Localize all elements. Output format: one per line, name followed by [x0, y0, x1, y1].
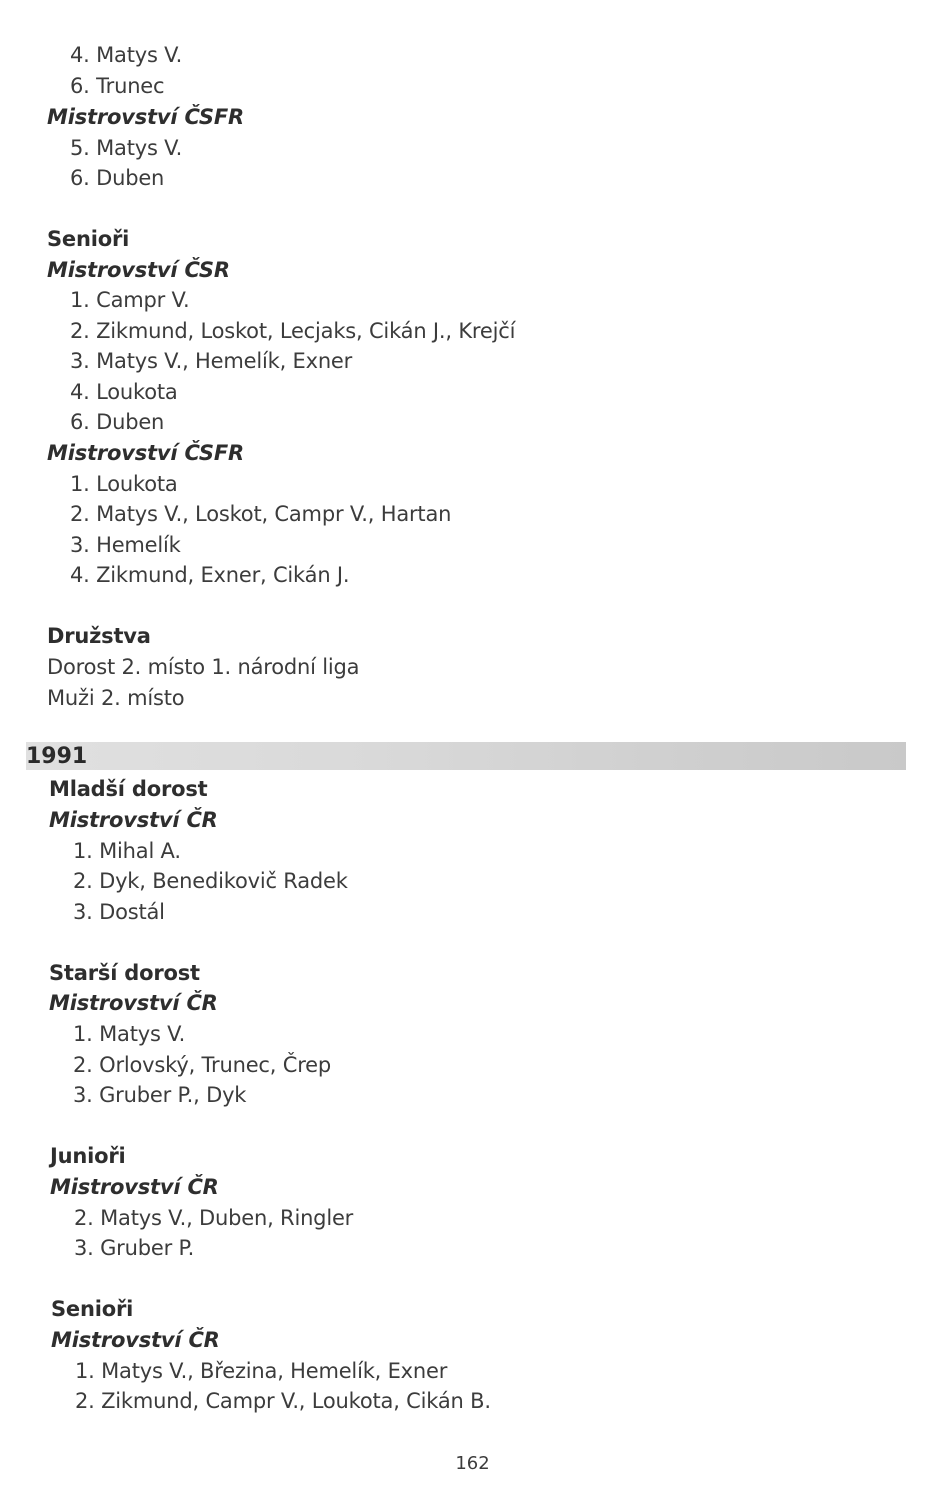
competition-title: Mistrovství ČSFR: [47, 441, 244, 465]
result-line: 3. Matys V., Hemelík, Exner: [70, 349, 353, 373]
team-result-line: Dorost 2. místo 1. národní liga: [47, 655, 360, 679]
result-line: 2. Matys V., Duben, Ringler: [74, 1206, 354, 1230]
page-number: 162: [455, 1453, 490, 1474]
result-line: 3. Gruber P., Dyk: [73, 1083, 247, 1107]
result-line: 1. Matys V., Březina, Hemelík, Exner: [75, 1359, 448, 1383]
result-line: 5. Matys V.: [70, 136, 183, 160]
result-line: 1. Campr V.: [70, 288, 190, 312]
competition-title: Mistrovství ČR: [49, 808, 218, 832]
result-line: 3. Gruber P.: [74, 1236, 195, 1260]
category-heading: Junioři: [50, 1144, 126, 1168]
category-heading: Senioři: [47, 227, 130, 251]
result-line: 2. Dyk, Benedikovič Radek: [73, 869, 348, 893]
year-band: [26, 742, 906, 770]
competition-title: Mistrovství ČR: [50, 1175, 219, 1199]
category-heading: Družstva: [47, 624, 151, 648]
result-line: 2. Zikmund, Campr V., Loukota, Cikán B.: [75, 1389, 491, 1413]
category-heading: Mladší dorost: [49, 777, 208, 801]
result-line: 4. Loukota: [70, 380, 178, 404]
category-heading: Starší dorost: [49, 961, 200, 985]
competition-title: Mistrovství ČSFR: [47, 105, 244, 129]
result-line: 1. Mihal A.: [73, 839, 181, 863]
result-line: 4. Matys V.: [70, 43, 183, 67]
result-line: 6. Trunec: [70, 74, 165, 98]
result-line: 2. Zikmund, Loskot, Lecjaks, Cikán J., Krejčí: [70, 319, 516, 343]
team-result-line: Muži 2. místo: [47, 686, 185, 710]
result-line: 6. Duben: [70, 166, 165, 190]
result-line: 4. Zikmund, Exner, Cikán J.: [70, 563, 350, 587]
result-line: 1. Loukota: [70, 472, 178, 496]
year-heading: 1991: [26, 744, 88, 769]
result-line: 2. Orlovský, Trunec, Črep: [73, 1053, 332, 1077]
result-line: 3. Dostál: [73, 900, 165, 924]
category-heading: Senioři: [51, 1297, 134, 1321]
result-line: 6. Duben: [70, 410, 165, 434]
result-line: 1. Matys V.: [73, 1022, 186, 1046]
competition-title: Mistrovství ČR: [51, 1328, 220, 1352]
result-line: 2. Matys V., Loskot, Campr V., Hartan: [70, 502, 452, 526]
result-line: 3. Hemelík: [70, 533, 181, 557]
competition-title: Mistrovství ČSR: [47, 258, 230, 282]
competition-title: Mistrovství ČR: [49, 991, 218, 1015]
